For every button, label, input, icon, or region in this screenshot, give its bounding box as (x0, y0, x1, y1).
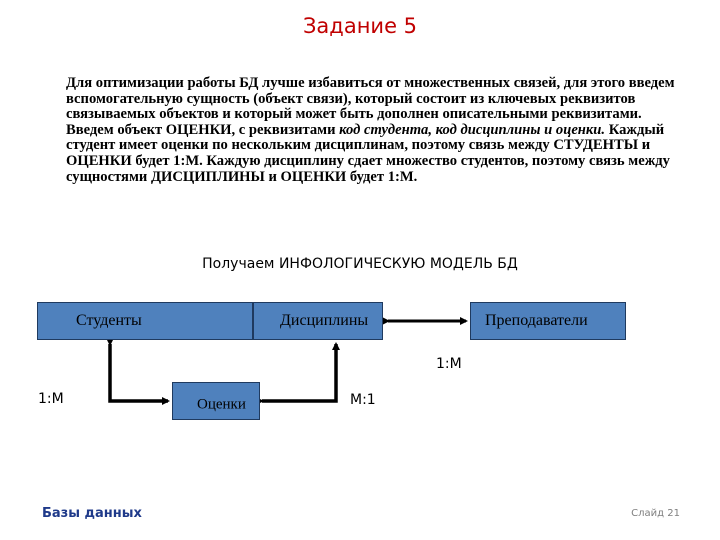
entity-grades (172, 382, 260, 420)
description-part-1: Для оптимизации работы БД лучше избавиться от множественных связей, для этого введем вспомогательную сущность (объект связи), который состоит из ключевых реквизитов связываемых объектов и который может быть дополнен описательными реквизитами. Введем объект ОЦЕНКИ, с реквизитами (66, 75, 675, 138)
entity-teachers (470, 302, 626, 340)
entity-teachers-label: Преподаватели (485, 312, 588, 329)
footer-course: Базы данных (42, 506, 142, 521)
slide-title: Задание 5 (302, 14, 418, 38)
relation-grades-disciplines: М:1 (350, 392, 376, 408)
model-subtitle: Получаем ИНФОЛОГИЧЕСКУЮ МОДЕЛЬ БД (202, 256, 518, 272)
description-part-2: Каждый студент имеет оценки по нескольким дисциплинам, поэтому связь между СТУДЕНТЫ и ОЦЕНКИ будет 1:М. Каждую дисциплину сдает множество студентов, поэтому связь между сущностями ДИСЦИПЛИНЫ и ОЦЕНКИ будет 1:М. (66, 121, 670, 185)
connector-grades-disciplines (262, 344, 336, 401)
description-italic: код студента, код дисциплины и оценки. (339, 121, 606, 138)
entity-grades-label: Оценки (197, 396, 246, 413)
relation-students-grades: 1:М (38, 391, 64, 407)
entity-students (37, 302, 253, 340)
entity-students-label: Студенты (76, 312, 142, 329)
entity-disciplines (253, 302, 383, 340)
entity-disciplines-label: Дисциплины (280, 312, 369, 329)
relation-disciplines-teachers: 1:М (436, 356, 462, 372)
footer-slide-number: Слайд 21 (631, 508, 680, 519)
connector-students-grades (110, 344, 168, 401)
